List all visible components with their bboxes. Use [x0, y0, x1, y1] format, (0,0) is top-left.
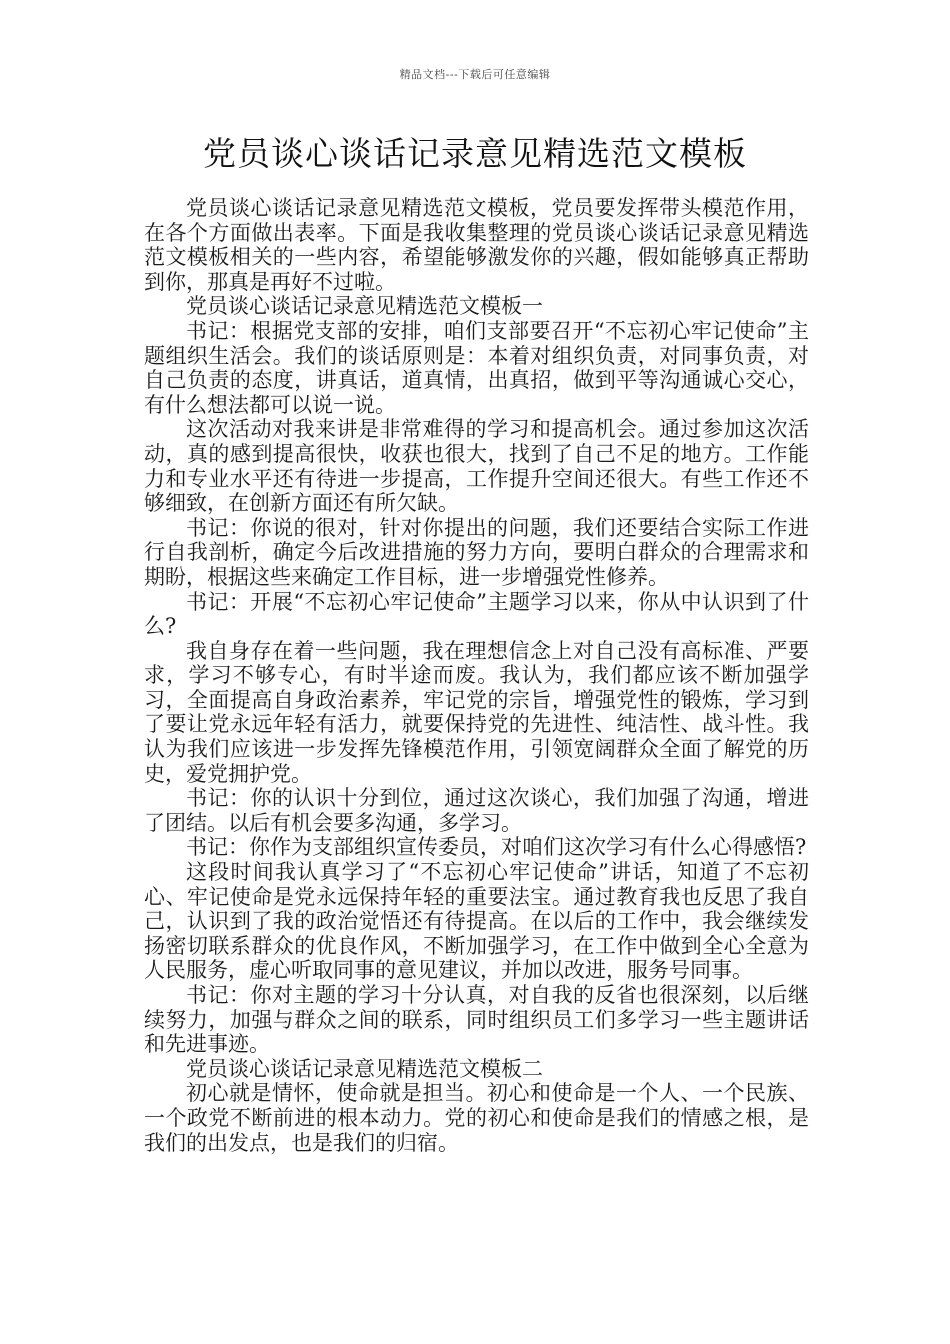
- body-paragraph: 我自身存在着一些问题，我在理想信念上对自己没有高标准、严要求，学习不够专心，有时半途而废。我认为，我们都应该不断加强学习，全面提高自身政治素养，牢记党的宗旨，增强党性的锻炼，学习到了要让党永远年轻有活力，就要保持党的先进性、纯洁性、战斗性。我认为我们应该进一步发挥先锋模范作用，引领宽阔群众全面了解党的历史，爱党拥护党。: [144, 638, 809, 786]
- body-paragraph: 这次活动对我来讲是非常难得的学习和提高机会。通过参加这次活动，真的感到提高很快，收获也很大，找到了自己不足的地方。工作能力和专业水平还有待进一步提高，工作提升空间还很大。有些工作还不够细致，在创新方面还有所欠缺。: [144, 417, 809, 516]
- section-heading: 党员谈心谈话记录意见精选范文模板二: [186, 1056, 543, 1081]
- body-paragraph: 书记：你对主题的学习十分认真，对自我的反省也很深刻，以后继续努力，加强与群众之间的联系，同时组织员工们多学习一些主题讲话和先进事迹。: [144, 983, 809, 1057]
- document-header-note: 精品文档---下载后可任意编辑: [399, 68, 551, 81]
- section-heading: 党员谈心谈话记录意见精选范文模板一: [186, 294, 543, 319]
- body-paragraph: 初心就是情怀，使命就是担当。初心和使命是一个人、一个民族、一个政党不断前进的根本动力。党的初心和使命是我们的情感之根，是我们的出发点，也是我们的归宿。: [144, 1081, 809, 1155]
- body-paragraph: 书记：你的认识十分到位，通过这次谈心，我们加强了沟通，增进了团结。以后有机会要多沟通，多学习。: [144, 786, 809, 835]
- document-body: [144, 196, 809, 1155]
- body-paragraph: 党员谈心谈话记录意见精选范文模板，党员要发挥带头模范作用，在各个方面做出表率。下面是我收集整理的党员谈心谈话记录意见精选范文模板相关的一些内容，希望能够激发你的兴趣，假如能够真正帮助到你，那真是再好不过啦。: [144, 196, 809, 294]
- document-title: 党员谈心谈话记录意见精选范文模板: [203, 134, 747, 173]
- body-paragraph: 书记：开展“不忘初心牢记使命”主题学习以来，你从中认识到了什么?: [144, 589, 809, 639]
- body-paragraph: 书记：你说的很对，针对你提出的问题，我们还要结合实际工作进行自我剖析，确定今后改进措施的努力方向，要明白群众的合理需求和期盼，根据这些来确定工作目标，进一步增强党性修养。: [144, 515, 809, 589]
- body-paragraph: 这段时间我认真学习了“不忘初心牢记使命”讲话，知道了不忘初心、牢记使命是党永远保持年轻的重要法宝。通过教育我也反思了我自己，认识到了我的政治觉悟还有待提高。在以后的工作中，我会继续发扬密切联系群众的优良作风，不断加强学习，在工作中做到全心全意为人民服务，虚心听取同事的意见建议，并加以改进，服务号同事。: [144, 860, 809, 983]
- body-paragraph: 书记：你作为支部组织宣传委员，对咱们这次学习有什么心得感悟?: [186, 835, 807, 860]
- body-paragraph: 书记：根据党支部的安排，咱们支部要召开“不忘初心牢记使命”主题组织生活会。我们的谈话原则是：本着对组织负责，对同事负责，对自己负责的态度，讲真话，道真情，出真招，做到平等沟通诚心交心，有什么想法都可以说一说。: [144, 318, 809, 417]
